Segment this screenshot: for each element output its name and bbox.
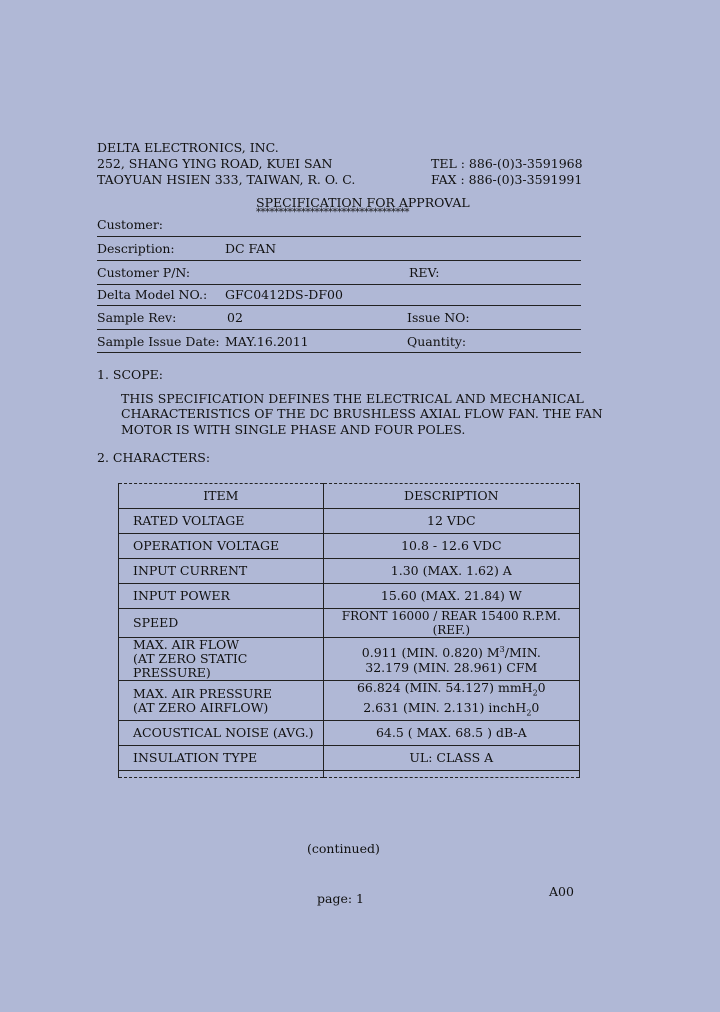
row-description: FRONT 16000 / REAR 15400 R.P.M.(REF.) [323, 609, 579, 638]
airflow-desc-line1 [324, 643, 579, 660]
quantity-label: Quantity: [407, 334, 467, 349]
row-description: 15.60 (MAX. 21.84) W [323, 584, 579, 609]
sample-rev-value: 02 [227, 310, 243, 325]
company-fax: FAX : 886-(0)3-3591991 [431, 172, 583, 187]
column-header-item: ITEM [119, 484, 324, 509]
row-description: 64.5 ( MAX. 68.5 ) dB-A [323, 721, 579, 746]
table-row [119, 584, 580, 609]
table-row [119, 721, 580, 746]
scope-line: MOTOR IS WITH SINGLE PHASE AND FOUR POLES. [121, 422, 466, 437]
airflow-item-line1: MAX. AIR FLOW [133, 637, 240, 652]
pressure-desc-unit: 0 [531, 699, 540, 715]
issue-no-label: Issue NO: [407, 310, 470, 325]
row-item-pressure [119, 681, 324, 721]
company-address-line2: TAOYUAN HSIEN 333, TAIWAN, R. O. C. [97, 172, 356, 187]
airflow-desc-line2: 32.179 (MIN. 28.961) CFM [365, 659, 538, 675]
table-row [119, 559, 580, 584]
divider [97, 329, 581, 330]
scope-line: THIS SPECIFICATION DEFINES THE ELECTRICAL AND MECHANICAL [121, 391, 584, 406]
column-header-description: DESCRIPTION [323, 484, 579, 509]
pressure-desc-line2 [324, 701, 579, 721]
row-item-airflow [119, 638, 324, 681]
row-item: ACOUSTICAL NOISE (AVG.) [119, 721, 324, 746]
airflow-desc-sup: 3 [499, 645, 505, 655]
document-code: A00 [549, 884, 574, 899]
row-item: INPUT POWER [119, 584, 324, 609]
table-header-row [119, 484, 580, 509]
row-item: OPERATION VOLTAGE [119, 534, 324, 559]
company-address-line1: 252, SHANG YING ROAD, KUEI SAN [97, 156, 333, 171]
model-label: Delta Model NO.: [97, 287, 208, 302]
divider [97, 236, 581, 237]
pressure-desc-sub: 2 [526, 708, 532, 717]
pressure-item-line2: (AT ZERO AIRFLOW) [133, 699, 269, 715]
pressure-item-line1: MAX. AIR PRESSURE [133, 685, 272, 701]
blank-cell [119, 771, 324, 778]
sample-issue-date-label: Sample Issue Date: [97, 334, 220, 349]
scope-line: CHARACTERISTICS OF THE DC BRUSHLESS AXIAL FLOW FAN. THE FAN [121, 406, 603, 421]
row-item: INSULATION TYPE [119, 746, 324, 771]
sample-issue-date-value: MAY.16.2011 [225, 334, 309, 349]
table-row-continuation [119, 771, 580, 778]
row-item: SPEED [119, 609, 324, 638]
table-row [119, 609, 580, 638]
page-number: page: 1 [317, 891, 364, 906]
scope-heading: 1. SCOPE: [97, 367, 164, 382]
customer-pn-label: Customer P/N: [97, 265, 191, 280]
divider [97, 352, 581, 353]
airflow-desc-text: 0.911 (MIN. 0.820) M [361, 645, 500, 661]
table-row [119, 509, 580, 534]
pressure-desc-line1 [324, 681, 579, 701]
row-description: 12 VDC [323, 509, 579, 534]
table-row [119, 746, 580, 771]
company-tel: TEL : 886-(0)3-3591968 [431, 156, 583, 171]
title-underline-stars: ********************************** [256, 207, 409, 218]
description-label: Description: [97, 241, 175, 256]
divider [97, 284, 581, 285]
row-item: RATED VOLTAGE [119, 509, 324, 534]
row-description: 1.30 (MAX. 1.62) A [323, 559, 579, 584]
row-description-pressure [323, 681, 579, 721]
rev-label: REV: [409, 265, 440, 280]
document-title: SPECIFICATION FOR APPROVAL [256, 195, 470, 210]
row-description: UL: CLASS A [323, 746, 579, 771]
pressure-desc-sub: 2 [532, 688, 538, 698]
customer-label: Customer: [97, 217, 164, 232]
model-value: GFC0412DS-DF00 [225, 287, 343, 302]
row-item: INPUT CURRENT [119, 559, 324, 584]
table-row-airflow [119, 638, 580, 681]
pressure-desc-text: 2.631 (MIN. 2.131) inchH [363, 699, 527, 715]
table-row [119, 534, 580, 559]
row-description-airflow [323, 638, 579, 681]
description-value: DC FAN [225, 241, 277, 256]
company-name: DELTA ELECTRONICS, INC. [97, 140, 279, 155]
sample-rev-label: Sample Rev: [97, 310, 177, 325]
pressure-desc-unit: 0 [537, 680, 546, 695]
pressure-desc-text: 66.824 (MIN. 54.127) mmH [356, 680, 533, 695]
airflow-desc-unit: /MIN. [504, 645, 541, 661]
airflow-item-line2: (AT ZERO STATIC PRESSURE) [133, 651, 248, 680]
characters-table [118, 483, 580, 778]
divider [97, 305, 581, 306]
table-row-pressure [119, 681, 580, 721]
divider [97, 260, 581, 261]
characters-heading: 2. CHARACTERS: [97, 450, 211, 465]
row-description: 10.8 - 12.6 VDC [323, 534, 579, 559]
blank-cell [323, 771, 579, 778]
continued-note: (continued) [307, 841, 380, 856]
